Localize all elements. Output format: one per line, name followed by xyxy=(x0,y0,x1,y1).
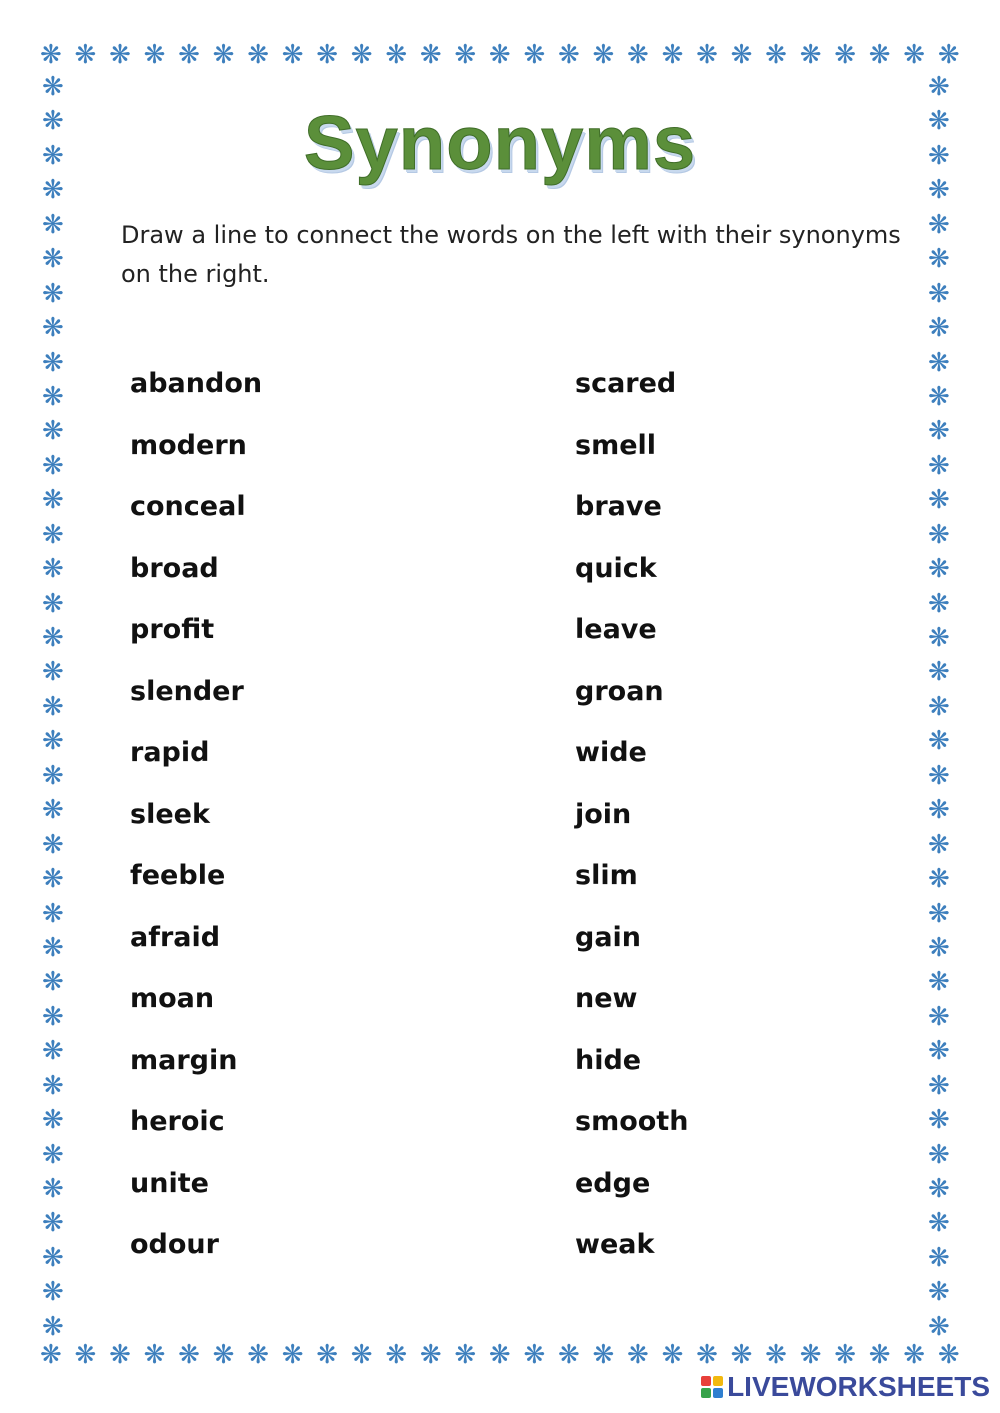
border-flower-icon: ❋ xyxy=(928,209,950,240)
right-word: groan xyxy=(575,675,664,707)
border-flower-icon: ❋ xyxy=(42,244,64,275)
border-flower-icon: ❋ xyxy=(928,381,950,412)
border-flower-icon: ❋ xyxy=(928,1070,950,1101)
border-flower-icon: ❋ xyxy=(928,106,950,137)
border-flower-icon: ❋ xyxy=(868,1340,891,1370)
left-word: rapid xyxy=(130,737,210,768)
right-word: new xyxy=(575,983,638,1014)
border-flower-icon: ❋ xyxy=(42,381,64,412)
border-flower-icon: ❋ xyxy=(928,1277,950,1308)
border-flower-icon: ❋ xyxy=(42,106,64,137)
border-flower-icon: ❋ xyxy=(928,416,950,447)
right-word: edge xyxy=(575,1167,651,1199)
left-word-list xyxy=(130,362,262,1285)
border-flower-icon: ❋ xyxy=(928,1174,950,1204)
border-flower-icon: ❋ xyxy=(42,1070,64,1101)
border-flower-icon: ❋ xyxy=(42,1208,64,1239)
border-flower-icon: ❋ xyxy=(928,829,950,860)
border-flower-icon: ❋ xyxy=(109,1340,131,1370)
border-flower-icon: ❋ xyxy=(42,657,64,688)
border-flower-icon: ❋ xyxy=(928,1311,950,1342)
border-flower-icon: ❋ xyxy=(247,1340,269,1370)
border-flower-icon: ❋ xyxy=(661,1340,684,1370)
border-flower-icon: ❋ xyxy=(42,209,64,240)
border-flower-icon: ❋ xyxy=(627,40,649,70)
border-flower-icon: ❋ xyxy=(178,1340,200,1370)
border-flower-icon: ❋ xyxy=(42,1105,64,1136)
border-flower-icon: ❋ xyxy=(557,1340,580,1370)
right-word: join xyxy=(575,798,632,830)
border-flower-icon: ❋ xyxy=(42,416,64,447)
border-flower-icon: ❋ xyxy=(281,1340,304,1370)
border-flower-icon: ❋ xyxy=(42,450,64,481)
border-flower-icon: ❋ xyxy=(350,40,373,70)
border-flower-icon: ❋ xyxy=(42,795,64,826)
right-word: scared xyxy=(575,368,677,399)
border-flower-icon: ❋ xyxy=(928,1036,950,1067)
left-word: modern xyxy=(130,429,247,461)
border-flower-icon: ❋ xyxy=(42,1242,64,1273)
border-flower-icon: ❋ xyxy=(928,864,950,895)
border-flower-icon: ❋ xyxy=(868,40,891,70)
border-flower-icon: ❋ xyxy=(42,72,64,102)
border-flower-icon: ❋ xyxy=(316,40,339,70)
border-flower-icon: ❋ xyxy=(454,40,477,70)
border-flower-icon: ❋ xyxy=(928,691,950,722)
right-word: brave xyxy=(575,491,662,522)
border-flower-icon: ❋ xyxy=(40,40,62,70)
border-flower-icon: ❋ xyxy=(247,40,269,70)
border-flower-icon: ❋ xyxy=(212,1340,235,1370)
border-flower-icon: ❋ xyxy=(42,588,64,619)
border-flower-icon: ❋ xyxy=(42,1277,64,1308)
logo-text: LIVEWORKSHEETS xyxy=(727,1371,990,1402)
border-flower-icon: ❋ xyxy=(937,1340,960,1370)
left-word: broad xyxy=(130,552,219,584)
left-word: abandon xyxy=(130,368,263,399)
border-flower-icon: ❋ xyxy=(765,40,787,70)
right-word: quick xyxy=(575,552,657,584)
left-word: conceal xyxy=(130,491,246,522)
border-flower-icon: ❋ xyxy=(42,829,64,860)
left-word: afraid xyxy=(130,921,221,953)
border-flower-icon: ❋ xyxy=(928,1001,950,1032)
left-word: feeble xyxy=(130,860,226,891)
border-flower-icon: ❋ xyxy=(592,40,615,70)
border-flower-icon: ❋ xyxy=(928,657,950,688)
left-word: unite xyxy=(130,1167,209,1199)
border-flower-icon: ❋ xyxy=(143,40,166,70)
border-flower-icon: ❋ xyxy=(928,140,950,171)
right-word: leave xyxy=(575,614,657,645)
left-word: profit xyxy=(130,614,215,645)
border-flower-icon: ❋ xyxy=(928,278,950,309)
border-flower-icon: ❋ xyxy=(928,588,950,619)
border-flower-icon: ❋ xyxy=(212,40,235,70)
border-flower-icon: ❋ xyxy=(799,40,822,70)
border-flower-icon: ❋ xyxy=(928,1208,950,1239)
border-flower-icon: ❋ xyxy=(557,40,580,70)
liveworksheets-logo-icon xyxy=(701,1376,723,1398)
border-flower-icon: ❋ xyxy=(385,1340,408,1370)
border-flower-icon: ❋ xyxy=(928,175,950,206)
border-flower-icon: ❋ xyxy=(109,40,131,70)
border-flower-icon: ❋ xyxy=(928,347,950,378)
left-word: heroic xyxy=(130,1106,225,1137)
border-flower-icon: ❋ xyxy=(42,175,64,206)
border-flower-icon: ❋ xyxy=(488,40,511,70)
border-flower-icon: ❋ xyxy=(661,40,684,70)
border-flower-icon: ❋ xyxy=(730,40,753,70)
right-word: hide xyxy=(575,1044,642,1076)
border-flower-icon: ❋ xyxy=(937,40,960,70)
border-flower-icon: ❋ xyxy=(42,278,64,309)
left-word: odour xyxy=(130,1229,219,1260)
border-flower-icon: ❋ xyxy=(42,140,64,171)
border-flower-icon: ❋ xyxy=(419,1340,442,1370)
border-flower-icon: ❋ xyxy=(834,1340,857,1370)
right-word: smell xyxy=(575,429,657,461)
border-flower-icon: ❋ xyxy=(281,40,304,70)
border-flower-icon: ❋ xyxy=(42,726,64,757)
border-flower-icon: ❋ xyxy=(834,40,857,70)
border-flower-icon: ❋ xyxy=(316,1340,339,1370)
border-flower-icon: ❋ xyxy=(454,1340,477,1370)
border-flower-icon: ❋ xyxy=(488,1340,511,1370)
border-flower-icon: ❋ xyxy=(42,691,64,722)
liveworksheets-logo xyxy=(701,1371,990,1403)
border-flower-icon: ❋ xyxy=(928,760,950,791)
right-word: weak xyxy=(575,1229,655,1260)
border-flower-icon: ❋ xyxy=(40,1340,62,1370)
border-flower-icon: ❋ xyxy=(42,623,64,653)
border-flower-icon: ❋ xyxy=(419,40,442,70)
border-flower-icon: ❋ xyxy=(350,1340,373,1370)
border-flower-icon: ❋ xyxy=(928,519,950,550)
border-flower-icon: ❋ xyxy=(74,1340,97,1370)
right-word: slim xyxy=(575,860,638,891)
border-flower-icon: ❋ xyxy=(42,313,64,344)
border-flower-icon: ❋ xyxy=(523,1340,546,1370)
border-flower-icon: ❋ xyxy=(42,1001,64,1032)
border-flower-icon: ❋ xyxy=(523,40,546,70)
border-flower-icon: ❋ xyxy=(42,760,64,791)
border-flower-icon: ❋ xyxy=(928,1242,950,1273)
border-flower-icon: ❋ xyxy=(928,1105,950,1136)
right-word: smooth xyxy=(575,1106,689,1137)
border-flower-icon: ❋ xyxy=(928,450,950,481)
border-flower-icon: ❋ xyxy=(928,1139,950,1170)
right-word: wide xyxy=(575,737,647,768)
border-bottom xyxy=(40,1340,960,1370)
border-left xyxy=(42,72,64,1342)
border-flower-icon: ❋ xyxy=(74,40,97,70)
border-flower-icon: ❋ xyxy=(42,519,64,550)
border-flower-icon: ❋ xyxy=(928,244,950,275)
instructions-text: Draw a line to connect the words on the left with their synonyms on the right. xyxy=(121,221,901,288)
border-flower-icon: ❋ xyxy=(143,1340,166,1370)
border-flower-icon: ❋ xyxy=(696,1340,718,1370)
border-flower-icon: ❋ xyxy=(765,1340,787,1370)
left-word: sleek xyxy=(130,798,210,830)
border-flower-icon: ❋ xyxy=(627,1340,649,1370)
border-flower-icon: ❋ xyxy=(903,40,926,70)
page-title: Synonyms xyxy=(303,101,697,186)
border-flower-icon: ❋ xyxy=(928,967,950,998)
right-word-list xyxy=(575,362,688,1285)
border-flower-icon: ❋ xyxy=(928,485,950,516)
border-flower-icon: ❋ xyxy=(928,623,950,653)
border-flower-icon: ❋ xyxy=(42,1139,64,1170)
border-top xyxy=(40,40,960,70)
border-flower-icon: ❋ xyxy=(178,40,200,70)
left-word: margin xyxy=(130,1044,238,1076)
border-flower-icon: ❋ xyxy=(42,485,64,516)
border-flower-icon: ❋ xyxy=(42,967,64,998)
border-flower-icon: ❋ xyxy=(928,795,950,826)
left-word: moan xyxy=(130,983,215,1014)
border-flower-icon: ❋ xyxy=(592,1340,615,1370)
border-flower-icon: ❋ xyxy=(928,898,950,929)
border-flower-icon: ❋ xyxy=(42,1311,64,1342)
border-flower-icon: ❋ xyxy=(42,1174,64,1204)
border-flower-icon: ❋ xyxy=(928,72,950,102)
border-flower-icon: ❋ xyxy=(42,1036,64,1067)
border-flower-icon: ❋ xyxy=(928,313,950,344)
border-flower-icon: ❋ xyxy=(928,554,950,585)
border-flower-icon: ❋ xyxy=(730,1340,753,1370)
border-flower-icon: ❋ xyxy=(928,726,950,757)
left-word: slender xyxy=(130,675,244,707)
border-flower-icon: ❋ xyxy=(42,898,64,929)
border-flower-icon: ❋ xyxy=(385,40,408,70)
border-flower-icon: ❋ xyxy=(42,864,64,895)
border-flower-icon: ❋ xyxy=(799,1340,822,1370)
border-flower-icon: ❋ xyxy=(42,347,64,378)
border-flower-icon: ❋ xyxy=(42,932,64,963)
border-flower-icon: ❋ xyxy=(696,40,718,70)
border-flower-icon: ❋ xyxy=(928,932,950,963)
right-word: gain xyxy=(575,921,642,953)
border-right xyxy=(928,72,950,1342)
border-flower-icon: ❋ xyxy=(42,554,64,585)
border-flower-icon: ❋ xyxy=(903,1340,926,1370)
